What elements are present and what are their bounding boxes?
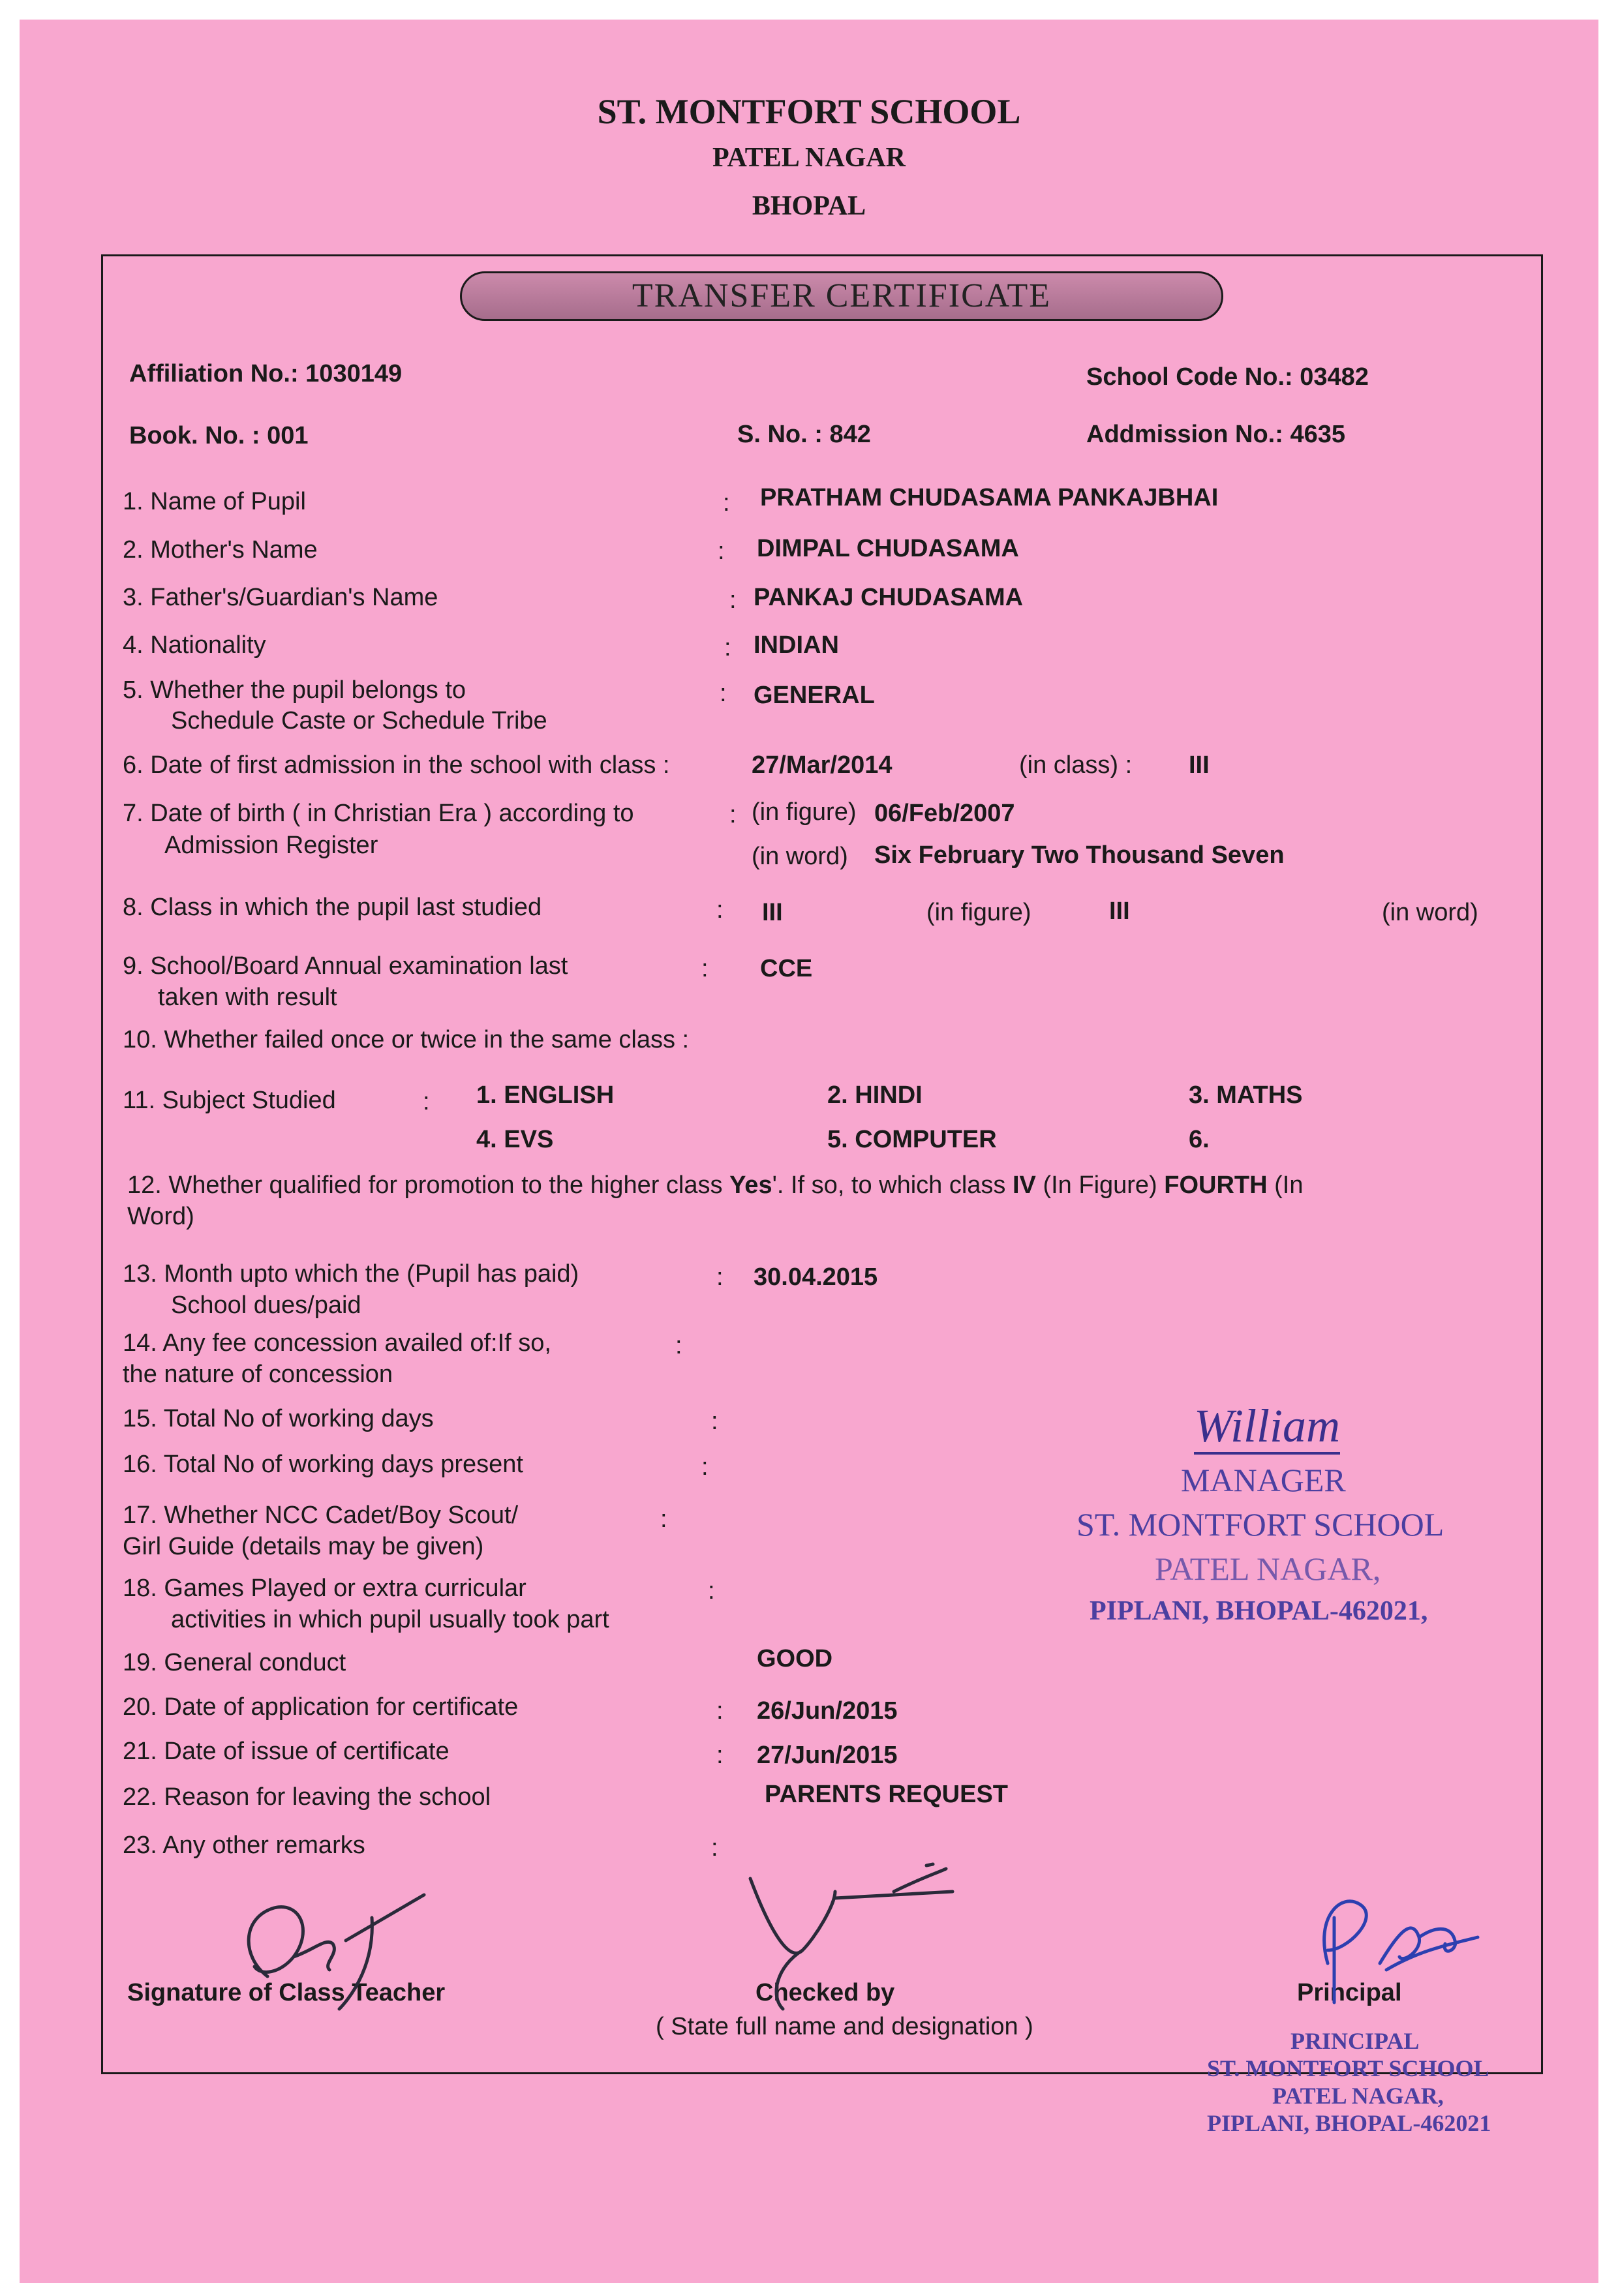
colon: : [718,537,725,565]
colon: : [711,1834,718,1862]
colon: : [720,680,727,707]
colon: : [723,489,730,517]
subject-item: 5. COMPUTER [827,1126,997,1153]
field-11-label: 11. Subject Studied [123,1087,336,1114]
class-teacher-signature-label: Signature of Class Teacher [127,1979,446,2006]
stamp-line: PATEL NAGAR, [1155,1550,1381,1587]
checked-by-signature [731,1852,966,2009]
colon: : [701,955,709,982]
colon: : [729,586,737,614]
field-1-label: 1. Name of Pupil [123,488,306,515]
colon: : [716,1742,724,1769]
serial-no: S. No. : 842 [737,421,871,448]
field-3-label: 3. Father's/Guardian's Name [123,584,438,611]
field-15-label: 15. Total No of working days [123,1405,434,1432]
colon: : [701,1453,709,1481]
school-area: PATEL NAGAR [712,143,906,173]
category-value: GENERAL [754,682,875,709]
field-7-label-cont: Admission Register [164,832,378,859]
subject-item: 6. [1189,1126,1210,1153]
issue-date-value: 27/Jun/2015 [757,1742,898,1769]
colon: : [716,896,724,924]
field-21-label: 21. Date of issue of certificate [123,1738,450,1765]
colon: : [716,1263,724,1291]
stamp-line: PIPLANI, BHOPAL-462021, [1090,1596,1428,1626]
field-23-label: 23. Any other remarks [123,1832,365,1859]
school-city: BHOPAL [752,191,866,221]
colon: : [724,634,731,661]
dues-paid-value: 30.04.2015 [754,1263,878,1291]
in-figure-label: (in figure) [926,899,1031,926]
affiliation-no: Affiliation No.: 1030149 [129,360,403,387]
subject-item: 1. ENGLISH [476,1081,615,1109]
last-class-figure-value: III [762,899,783,926]
field-4-label: 4. Nationality [123,631,266,659]
field-12-text-cont: Word) [127,1203,194,1230]
field-18-label: 18. Games Played or extra curricular [123,1575,527,1602]
stamp-line: PIPLANI, BHOPAL-462021 [1207,2110,1491,2136]
field-10-label: 10. Whether failed once or twice in the same class : [123,1026,690,1053]
checked-by-note: ( State full name and designation ) [656,2013,1033,2040]
subject-item: 2. HINDI [827,1081,923,1109]
stamp-line: ST. MONTFORT SCHOOL [1076,1506,1444,1543]
field-2-label: 2. Mother's Name [123,536,318,564]
field-9-label: 9. School/Board Annual examination last [123,952,568,980]
application-date-value: 26/Jun/2015 [757,1697,898,1725]
principal-signature [1289,1879,1484,2009]
school-name: ST. MONTFORT SCHOOL [597,92,1021,131]
conduct-value: GOOD [757,1645,833,1672]
field-5-label-cont: Schedule Caste or Schedule Tribe [171,707,547,734]
colon: : [423,1088,430,1115]
class-teacher-signature [215,1879,437,2009]
field-20-label: 20. Date of application for certificate [123,1693,519,1721]
admission-no: Addmission No.: 4635 [1086,421,1345,448]
stamp-line: MANAGER [1181,1462,1346,1498]
subject-item: 3. MATHS [1189,1081,1303,1109]
field-13-label-cont: School dues/paid [171,1292,361,1319]
last-class-word-value: III [1109,898,1130,925]
admission-date-value: 27/Mar/2014 [752,751,893,779]
field-17-label-cont: Girl Guide (details may be given) [123,1533,484,1560]
admission-class-value: III [1189,751,1210,779]
dob-in-word-label: (in word) [752,843,848,870]
promotion-yes: Yes [729,1171,772,1199]
field-8-label: 8. Class in which the pupil last studied [123,894,542,921]
in-word-label: (in word) [1382,899,1478,926]
father-name-value: PANKAJ CHUDASAMA [754,584,1024,611]
exam-result-value: CCE [760,955,813,982]
checked-by-label: Checked by [756,1979,895,2006]
in-class-label: (in class) : [1019,751,1133,779]
school-code-no: School Code No.: 03482 [1086,363,1369,391]
colon: : [675,1332,682,1359]
colon: : [729,801,737,828]
leaving-reason-value: PARENTS REQUEST [765,1781,1009,1808]
colon: : [708,1577,715,1605]
colon: : [711,1408,718,1435]
field-5-label: 5. Whether the pupil belongs to [123,676,466,704]
principal-label: Principal [1297,1979,1402,2006]
field-19-label: 19. General conduct [123,1649,346,1676]
promotion-class-figure: IV [1012,1171,1036,1199]
stamp-line: PRINCIPAL [1290,2028,1420,2054]
field-17-label: 17. Whether NCC Cadet/Boy Scout/ [123,1502,519,1529]
mother-name-value: DIMPAL CHUDASAMA [757,535,1019,562]
dob-in-figure-label: (in figure) [752,798,857,826]
field-14-label-cont: the nature of concession [123,1361,393,1388]
nationality-value: INDIAN [754,631,839,659]
certificate-title: TRANSFER CERTIFICATE [460,271,1223,321]
manager-signature: William [1194,1400,1340,1455]
dob-figure-value: 06/Feb/2007 [874,800,1015,827]
field-14-label: 14. Any fee concession availed of:If so, [123,1329,551,1357]
field-6-label: 6. Date of first admission in the school with class : [123,751,670,779]
field-12-text: 12. Whether qualified for promotion to the higher class Yes'. If so, to which class IV (In Figure) FOURTH (In [127,1171,1304,1199]
promotion-class-word: FOURTH [1164,1171,1268,1199]
book-no: Book. No. : 001 [129,422,309,449]
stamp-line: ST. MONTFORT SCHOOL [1207,2055,1489,2081]
subject-item: 4. EVS [476,1126,554,1153]
field-7-label: 7. Date of birth ( in Christian Era ) according to [123,800,634,827]
field-9-label-cont: taken with result [158,984,337,1011]
colon: : [716,1697,724,1725]
dob-word-value: Six February Two Thousand Seven [874,841,1285,869]
field-18-label-cont: activities in which pupil usually took part [171,1606,609,1633]
field-13-label: 13. Month upto which the (Pupil has paid) [123,1260,579,1288]
field-22-label: 22. Reason for leaving the school [123,1783,491,1811]
stamp-line: PATEL NAGAR, [1272,2083,1444,2109]
pupil-name-value: PRATHAM CHUDASAMA PANKAJBHAI [760,484,1219,511]
field-16-label: 16. Total No of working days present [123,1451,523,1478]
colon: : [660,1505,667,1533]
